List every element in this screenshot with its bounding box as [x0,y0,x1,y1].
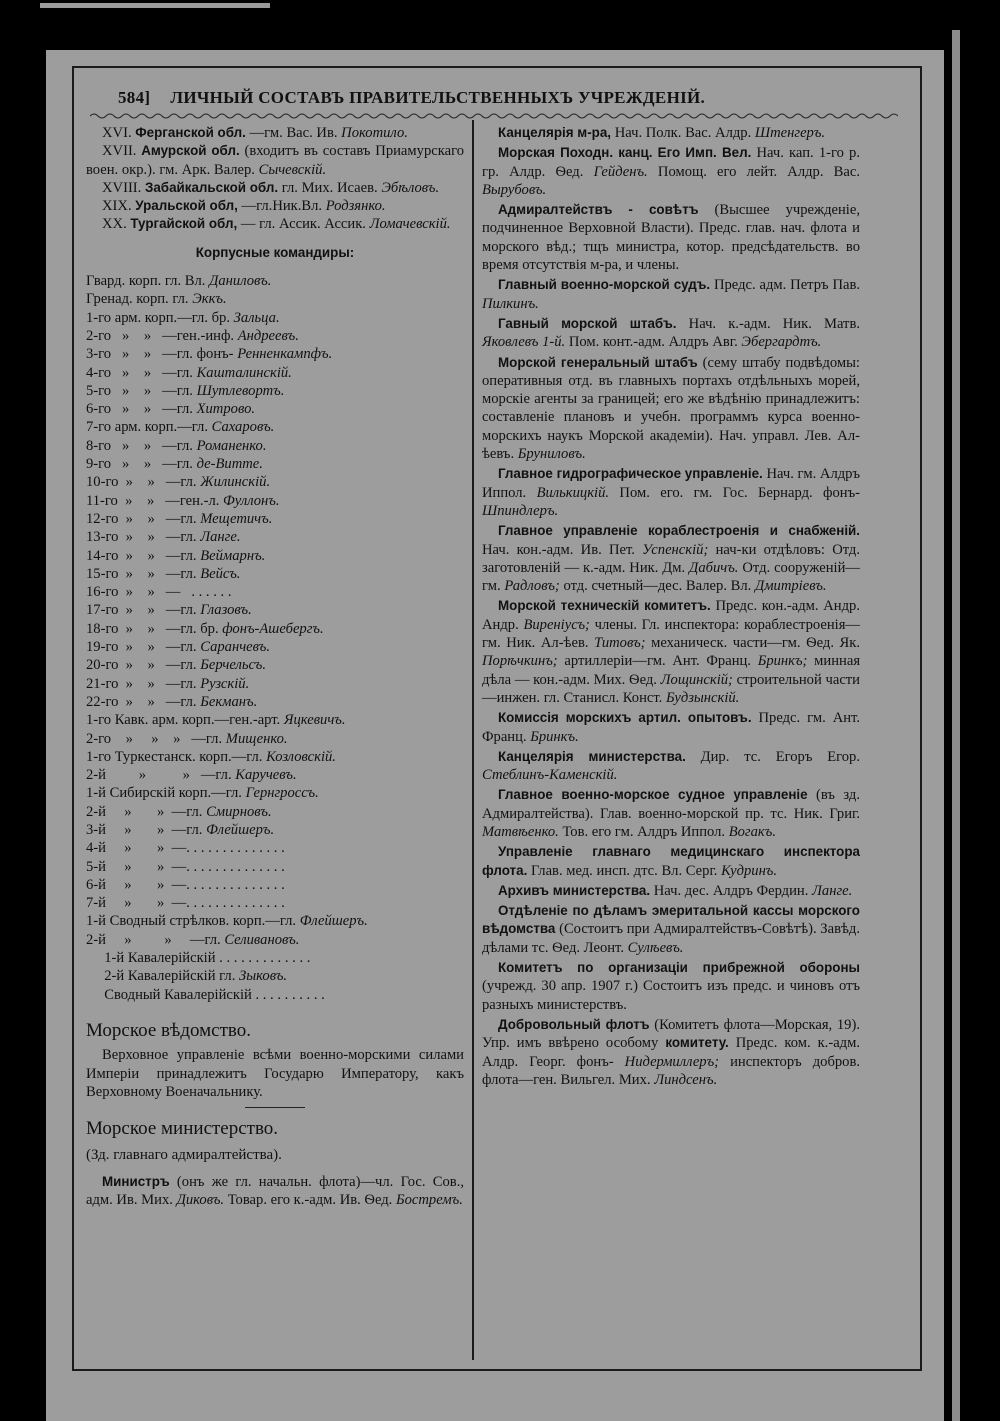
entry-text: Пом. конт.-адм. Алдръ Авг. [568,334,738,351]
corps-pre: 2-й » » —гл. [86,803,203,820]
entry-label: Морской генеральный штабъ [498,354,698,370]
corps-pre: 3-й » » —гл. [86,821,203,838]
oblast-person: Сычевскій. [258,161,327,178]
entry-text: Предс. кон.-адм. Андр. Андр. [482,598,860,633]
corps-pre: Сводный Кавалерійскій . . . . . . . . . . [86,986,325,1003]
corps-entry [86,492,464,510]
entry-label: Главное управленіе кораблестроенія и снабженій. [498,523,860,539]
entry-label: Гавный морской штабъ. [498,315,677,331]
entry-label: Морская Походн. канц. Его Имп. Вел. [498,145,752,161]
corps-person: Рузскій. [200,675,250,692]
right-entry [482,354,860,464]
naval-dept-text: Верховное управленіе всѣми военно-морскими силами Имперіи принадлежитъ Государю Императору, какъ Верховному Военачальнику. [86,1047,464,1100]
corps-pre: 4-й » » —. . . . . . . . . . . . . . [86,840,285,857]
corps-person: Саранчевъ. [200,639,271,656]
short-rule [245,1107,305,1108]
corps-pre: 3-го » » —гл. фонъ- [86,346,234,363]
corps-person: Эккъ. [192,291,227,308]
corps-entry [86,327,464,345]
corps-person: Мещетичъ. [200,510,273,527]
entry-text: Дир. тс. Егоръ Егор. [700,748,861,765]
entry-person: Дабичъ. [689,559,739,576]
entry-text: механическ. части—гм. Ѳед. Як. [651,635,861,652]
oblast-num: XVIII. [102,179,142,196]
entry-person: Будзынскій. [665,689,740,706]
oblast-text: гл. Мих. Исаев. [281,179,378,196]
corps-person: де-Витте. [196,456,263,473]
oblast-name: Ферганской обл. [135,125,246,140]
corps-person: Хитрово. [196,401,256,418]
oblast-name: Амурской обл. [141,143,240,159]
corps-pre: 4-го » » —гл. [86,364,193,381]
right-entry [482,201,860,274]
corps-person: Флейшеръ. [206,821,275,838]
corps-entry [86,803,464,821]
right-entry [482,597,860,707]
right-entry [482,843,860,880]
corps-person: Козловскій. [266,748,336,765]
corps-pre: 1-го арм. корп.—гл. бр. [86,309,230,326]
corps-entry [86,437,464,455]
corps-list [86,272,464,1004]
entry-person: Виренiусъ; [523,616,590,633]
ministry-title: Морское министерство. [86,1118,279,1140]
corps-person: Ланге. [200,529,241,546]
entry-person: Гейденъ. [593,163,648,180]
corps-pre: 13-го » » —гл. [86,529,197,546]
entry-text: Нач. гм. Алдръ Иппол. [482,466,860,501]
entry-person: Сулѣевъ. [627,939,684,956]
right-column [482,124,860,1091]
corps-pre: 7-й » » —. . . . . . . . . . . . . . [86,895,285,912]
corps-pre: 8-го » » —гл. [86,437,193,454]
corps-entry [86,565,464,583]
entry-person: Матвѣенко. [482,823,559,840]
corps-pre: 16-го » » — . . . . . . [86,584,232,601]
entry-text: (сему штабу подвѣдомы: оперативныя отд. въ главныхъ портахъ отдѣльныхъ морей, морскіе агенты за границей; его же вѣдѣнію принадлежитъ: составленіе плановъ и учебн. программъ курса военно-морскихъ наукъ Морской академіи). Нач. управл. Лев. Ал-ѣевъ. [482,354,860,463]
entry-text: (Высшее учрежденіе, подчиненное Верховной Власти). Предс. глав. нач. флота и морского вѣд.; тщъ министра, котор. предсѣдательств. во время отсутствія м-ра, и члены. [482,202,860,274]
page-frame [72,66,922,1371]
oblast-entry [86,179,464,197]
oblast-entry [86,215,464,233]
corps-entry [86,620,464,638]
corps-person: Зыковъ. [239,968,288,985]
corps-person: Каручевъ. [235,767,297,784]
right-entry [482,902,860,957]
right-entry [482,276,860,313]
entry-label: Отдѣленіе по дѣламъ эмеритальной кассы морского вѣдомства [482,903,860,937]
entry-text: Предс. ком. к.-адм. Алдр. Георг. фонъ- [482,1035,860,1070]
entry-label: Архивъ министерства. [498,882,651,898]
entry-person: Яковлевъ 1-й. [482,334,566,351]
corps-entry [86,382,464,400]
entry-text: артиллеріи—гм. Ант. Франц. [564,653,751,670]
corps-pre: 21-го » » —гл. [86,675,197,692]
entry-label: Комитетъ по организаціи прибрежной обороны [498,960,860,976]
entry-text: члены. Гл. инспектора: кораблестроенія—гм. Ник. Ал-ѣев. [482,616,860,652]
corps-entry [86,766,464,784]
corps-entry [86,364,464,382]
entry-text: Нач. дес. Алдръ Фердин. [653,882,809,899]
corps-entry [86,510,464,528]
entry-person: Вырубовъ. [482,181,547,198]
corps-pre: 10-го » » —гл. [86,474,197,491]
corps-person: Глазовъ. [200,602,252,619]
corps-entry [86,601,464,619]
corps-pre: 12-го » » —гл. [86,510,197,527]
corps-entry [86,309,464,327]
entry-person: Эбергардтъ. [741,334,822,351]
corps-entry [86,912,464,930]
corps-person: Жилинскій. [200,474,271,491]
corps-entry [86,839,464,857]
corps-pre: 7-го арм. корп.—гл. [86,419,208,436]
right-entry [482,959,860,1014]
entry-person: Порѣчкинъ; [482,653,558,670]
entry-person: Вилькицкій. [536,484,610,501]
corps-entry [86,967,464,985]
left-column [86,124,464,1209]
entry-text: Нач. кон.-адм. Ив. Пет. [482,541,635,558]
right-entry [482,124,860,142]
right-entry [482,748,860,785]
naval-dept-title: Морское вѣдомство. [86,1019,251,1041]
wavy-rule [90,112,898,120]
entry-text: Глав. мед. инсп. дтс. Вл. Серг. [530,862,718,879]
entry-text: нач-ки отдѣловъ: Отд. заготовленій — к.-адм. Ник. Дм. [482,541,861,576]
entry-text: строительной части—инжен. гл. Станисл. Конст. [482,671,860,706]
corps-pre: 20-го » » —гл. [86,657,197,674]
entry-person: Нидермиллеръ; [624,1053,720,1070]
corps-entry [86,894,464,912]
corps-entry [86,400,464,418]
oblast-num: XIX. [102,198,132,215]
corps-pre: 17-го » » —гл. [86,602,197,619]
corps-person: фонъ-Ашебергъ. [222,620,324,637]
page-title: ЛИЧНЫЙ СОСТАВЪ ПРАВИТЕЛЬСТВЕННЫХЪ УЧРЕЖДЕНІЙ. [170,88,706,107]
corps-person: Смирновъ. [206,803,272,820]
corps-pre: 18-го » » —гл. бр. [86,620,219,637]
entry-text: Помощ. его лейт. Алдр. Вас. [657,163,861,180]
corps-person: Вейсъ. [200,565,241,582]
entry-label: Морской техническій комитетъ. [498,598,711,614]
entry-person: Лощинскій; [660,671,733,688]
corps-person: Мищенко. [225,730,288,747]
corps-entry [86,858,464,876]
entry-text: Нач. кап. 1-го р. гр. Алдр. Ѳед. [482,145,860,180]
corps-entry [86,730,464,748]
corps-person: Бекманъ. [200,693,258,710]
entry-person: Вогакъ. [728,823,776,840]
corps-person: Яцкевичъ. [283,712,346,729]
oblast-num: XX. [102,216,127,233]
entry-text: Пом. его. гм. Гос. Бернард. фонъ- [619,484,860,501]
oblasti-list [86,124,464,234]
corps-person: Веймарнъ. [200,547,266,564]
corps-entry [86,290,464,308]
entry-person: Дмитріевъ. [754,578,827,595]
corps-pre: 2-й » » —гл. [86,767,232,784]
entry-label: Комиссія морскихъ артил. опытовъ. [498,710,752,726]
entry-text: Отд. сооруженій—гм. [482,559,860,595]
oblast-text: —гл.Ник.Вл. [241,198,323,215]
corps-entry [86,473,464,491]
entry-text: Предс. адм. Петръ Пав. [713,277,861,294]
entry-person: Штенгеръ. [754,125,826,141]
corps-pre: 1-го Кавк. арм. корп.—ген.-арт. [86,712,281,729]
corps-entry [86,675,464,693]
corps-entry [86,949,464,967]
corps-person: Ренненкампфъ. [237,346,333,363]
corps-pre: Гвард. корп. гл. Вл. [86,273,206,290]
top-edge-line [40,3,270,8]
entry-label: Канцелярія м-ра, [498,125,612,140]
corps-entry [86,931,464,949]
entry-text: Нач. Полк. Вас. Алдр. [614,125,752,141]
entry-person: Титовъ; [594,635,646,652]
corps-person: Кашталинскій. [196,364,292,381]
minister-entry: Министръ (онъ же гл. начальн. флота)—чл. Гос. Сов., адм. Ив. Мих. Диковъ. Товар. его к.-адм. Ив. Ѳед. Бостремъ. [86,1173,464,1209]
entry-person: Ланге. [812,882,853,899]
column-separator [472,120,474,1360]
corps-pre: 1-го Туркестанск. корп.—гл. [86,748,263,765]
page-number: 584] [118,88,151,107]
corps-entry [86,272,464,290]
corps-entry [86,528,464,546]
corps-entry [86,748,464,766]
oblast-num: XVI. [102,125,132,141]
corps-heading: Корпусные командиры: [195,244,355,260]
entry-label: Главное военно-морское судное управленіе [498,787,808,803]
entry-text: отд. счетный—дес. Валер. Вл. [563,578,752,595]
right-edge-bar [952,30,960,1421]
corps-person: Гернгроссъ. [245,785,319,802]
entry-text: минная дѣла — кон.-адм. Мих. Ѳед. [482,653,861,688]
entry-label: Главный военно-морской судъ. [498,277,711,293]
right-entry [482,144,860,199]
corps-entry [86,784,464,802]
corps-person: Селивановъ. [224,931,300,948]
entry-person: Радловъ; [504,578,560,595]
page-sheet [46,50,944,1421]
corps-person: Шутлевортъ. [196,382,285,399]
corps-entry [86,418,464,436]
entry-person: Успенскій; [642,541,709,558]
corps-person: Даниловъ. [209,273,272,290]
oblast-person: Родзянко. [325,198,386,215]
corps-person: Берчельсъ. [200,657,267,674]
right-entry [482,709,860,746]
entry-text: (Комитетъ флота—Морская, 19). Упр. имъ ввѣрено особому [482,1016,860,1052]
oblast-entry [86,124,464,142]
entry-person: Шпиндлеръ. [482,502,559,519]
corps-entry [86,876,464,894]
corps-entry [86,345,464,363]
corps-pre: 1-й Кавалерійскій . . . . . . . . . . . . . [86,950,311,967]
entry-text: (Состоитъ при Адмиралтействъ-Совѣтѣ). Завѣд. дѣлами тс. Ѳед. Леонт. [482,921,860,956]
corps-entry [86,455,464,473]
corps-entry [86,656,464,674]
entry-text: (учрежд. 30 апр. 1907 г.) Состоитъ изъ предс. и чиновъ отъ разныхъ министерствъ. [482,978,860,1013]
entry-person: Пилкинъ. [482,295,539,312]
corps-pre: 6-й » » —. . . . . . . . . . . . . . [86,876,285,893]
entry-label: Адмиралтействъ - совѣтъ [498,202,699,218]
corps-pre: 2-й Кавалерійскій гл. [86,968,236,985]
corps-pre: 2-го » » » —гл. [86,730,223,747]
entry-label: Добровольный флотъ [498,1016,650,1032]
corps-person: Зальца. [233,309,280,326]
corps-entry [86,986,464,1004]
corps-pre: 15-го » » —гл. [86,565,197,582]
oblast-person: Эбѣловъ. [381,179,440,196]
corps-pre: 5-го » » —гл. [86,382,193,399]
corps-person: Романенко. [196,437,267,454]
page-header [74,88,920,108]
corps-pre: 9-го » » —гл. [86,456,193,473]
right-entry [482,1016,860,1089]
entry-person: Бруниловъ. [517,446,586,463]
oblast-text: (входитъ въ составъ Приамурскаго воен. окр.). гм. Арк. Валер. [86,143,464,178]
corps-pre: 22-го » » —гл. [86,693,197,710]
corps-pre: 1-й Сводный стрѣлков. корп.—гл. [86,913,297,930]
entry-text: Предс. гм. Ант. Франц. [482,710,860,745]
oblast-person: Покотило. [341,125,408,141]
oblast-entry [86,197,464,215]
right-entry [482,522,860,595]
corps-person: Флейшеръ. [299,913,368,930]
corps-person: Андреевъ. [237,327,299,344]
entry-label: Управленіе главнаго медицинскаго инспектора флота. [482,844,860,878]
corps-pre: 19-го » » —гл. [86,639,197,656]
corps-pre: 5-й » » —. . . . . . . . . . . . . . [86,858,285,875]
entry-label: комитету. [665,1035,729,1051]
entry-person: Стеблинъ-Каменскій. [482,767,618,784]
corps-pre: Гренад. корп. гл. [86,291,189,308]
entry-text: инспекторъ добров. флота—ген. Вильгел. Мих. [482,1053,861,1088]
corps-entry [86,711,464,729]
entry-text: (въ зд. Адмиралтейства). Глав. военно-морской пр. тс. Ник. Григ. [482,787,860,822]
oblast-name: Забайкальской обл. [144,179,279,195]
oblast-person: Ломачевскій. [369,216,451,233]
corps-pre: 11-го » » —ген.-л. [86,492,220,509]
corps-person: Сахаровъ. [211,419,275,436]
corps-pre: 6-го » » —гл. [86,401,193,418]
entry-person: Кудринъ. [721,862,778,879]
oblast-entry [86,142,464,179]
corps-entry [86,638,464,656]
right-entry [482,882,860,900]
corps-entry [86,693,464,711]
corps-entry [86,821,464,839]
corps-pre: 1-й Сибирскій корп.—гл. [86,785,242,802]
oblast-name: Уральской обл, [135,198,238,214]
oblast-text: — гл. Ассик. Ассик. [240,216,366,233]
corps-pre: 14-го » » —гл. [86,547,197,564]
entry-label: Канцелярія министерства. [498,748,686,764]
corps-pre: 2-го » » —ген.-инф. [86,327,235,344]
right-entry [482,786,860,841]
corps-entry [86,583,464,601]
entry-text: Нач. к.-адм. Ник. Матв. [688,315,860,332]
corps-person: Фуллонъ. [223,492,280,509]
entry-person: Бринкъ; [757,653,808,670]
ministry-subtitle: (Зд. главнаго адмиралтейства). [86,1147,282,1164]
entry-text: Тов. его гм. Алдръ Иппол. [562,823,726,840]
corps-pre: 2-й » » —гл. [86,931,221,948]
oblast-num: XVII. [102,143,137,160]
oblast-text: —гм. Вас. Ив. [249,125,338,141]
oblast-name: Тургайской обл, [130,216,238,232]
entry-person: Бринкъ. [530,728,579,745]
corps-entry [86,547,464,565]
entry-label: Главное гидрографическое управленіе. [498,466,763,482]
right-entry [482,315,860,352]
entry-person: Линдсенъ. [654,1071,718,1088]
right-entry [482,465,860,520]
